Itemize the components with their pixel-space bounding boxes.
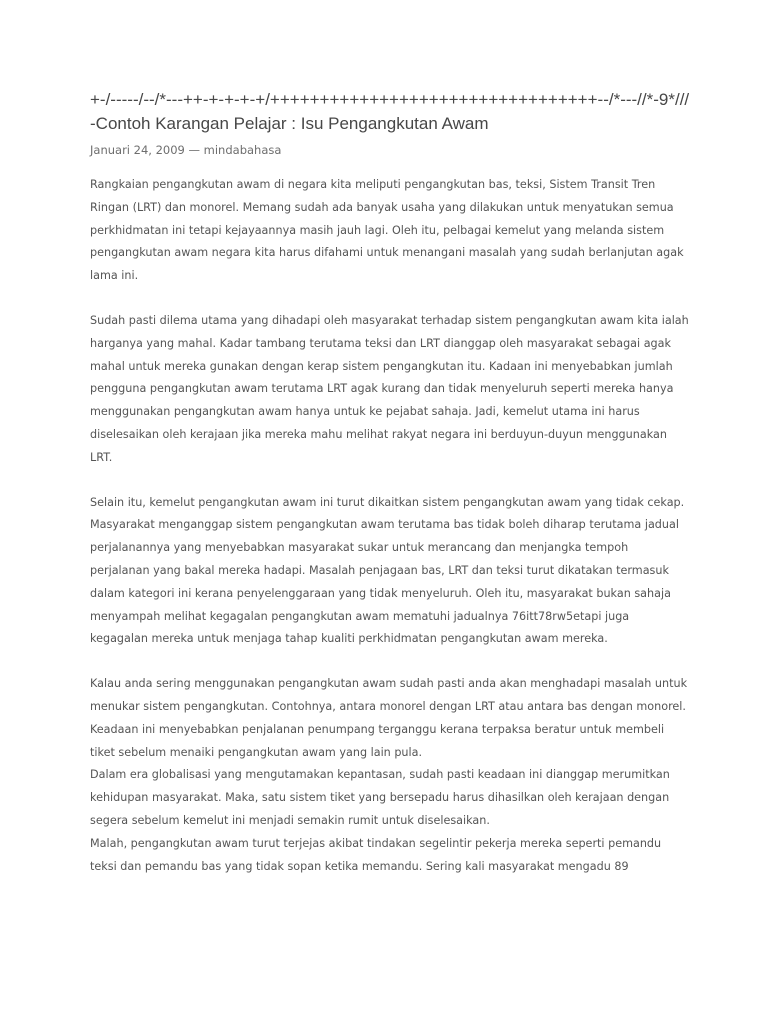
paragraph-5: Dalam era globalisasi yang mengutamakan kepantasan, sudah pasti keadaan ini dianggap merumitkan kehidupan masyarakat. Maka, satu sistem tiket yang bersepadu harus dihasilkan oleh kerajaan dengan segera sebelum kemelut ini menjadi semakin rumit untuk diselesaikan. <box>90 768 670 827</box>
article-body <box>90 174 690 878</box>
paragraph-3: Selain itu, kemelut pengangkutan awam ini turut dikaitkan sistem pengangkutan awam yang tidak cekap. Masyarakat menganggap sistem pengangkutan awam terutama bas tidak boleh diharap terutama jadual perjalanannya yang menyebabkan masyarakat sukar untuk merancang dan menjangka tempoh perjalanan yang bakal mereka hadapi. Masalah penjagaan bas, LRT dan teksi turut dikatakan termasuk dalam kategori ini kerana penyelenggaraan yang tidak menyeluruh. Oleh itu, masyarakat bukan sahaja menyampah melihat kegagalan pengangkutan awam mematuhi jadualnya 76itt78rw5etapi juga kegagalan mereka untuk menjaga tahap kualiti perkhidmatan pengangkutan awam mereka. <box>90 495 685 646</box>
article-meta: Januari 24, 2009 — mindabahasa <box>90 143 282 157</box>
article-title: +-/-----/--/*---++-+-+-+-+/+++++++++++++++++++++++++++++++++--/*---//*-9*///-Contoh Karangan Pelajar : Isu Pengangkutan Awam <box>90 90 690 133</box>
article <box>90 88 690 878</box>
paragraph-1: Rangkaian pengangkutan awam di negara kita meliputi pengangkutan bas, teksi, Sistem Transit Tren Ringan (LRT) dan monorel. Memang sudah ada banyak usaha yang dilakukan untuk menyatukan semua perkhidmatan ini tetapi kejayaannya masih jauh lagi. Oleh itu, pelbagai kemelut yang melanda sistem pengangkutan awam negara kita harus difahami untuk menangani masalah yang sudah berlanjutan agak lama ini. <box>90 178 684 283</box>
paragraph-4: Kalau anda sering menggunakan pengangkutan awam sudah pasti anda akan menghadapi masalah untuk menukar sistem pengangkutan. Contohnya, antara monorel dengan LRT atau antara bas dengan monorel. Keadaan ini menyebabkan penjalanan penumpang terganggu kerana terpaksa beratur untuk membeli tiket sebelum menaiki pengangkutan awam yang lain pula. <box>90 677 688 759</box>
paragraph-2: Sudah pasti dilema utama yang dihadapi oleh masyarakat terhadap sistem pengangkutan awam kita ialah harganya yang mahal. Kadar tambang terutama teksi dan LRT dianggap oleh masyarakat sebagai agak mahal untuk mereka gunakan dengan kerap sistem pengangkutan itu. Kadaan ini menyebabkan jumlah pengguna pengangkutan awam terutama LRT agak kurang dan tidak menyeluruh seperti mereka hanya menggunakan pengangkutan awam hanya untuk ke pejabat sahaja. Jadi, kemelut utama ini harus diselesaikan oleh kerajaan jika mereka mahu melihat rakyat negara ini berduyun-duyun menggunakan LRT. <box>90 313 689 464</box>
paragraph-6: Malah, pengangkutan awam turut terjejas akibat tindakan segelintir pekerja mereka seperti pemandu teksi dan pemandu bas yang tidak sopan ketika memandu. Sering kali masyarakat mengadu 89 <box>90 836 662 873</box>
